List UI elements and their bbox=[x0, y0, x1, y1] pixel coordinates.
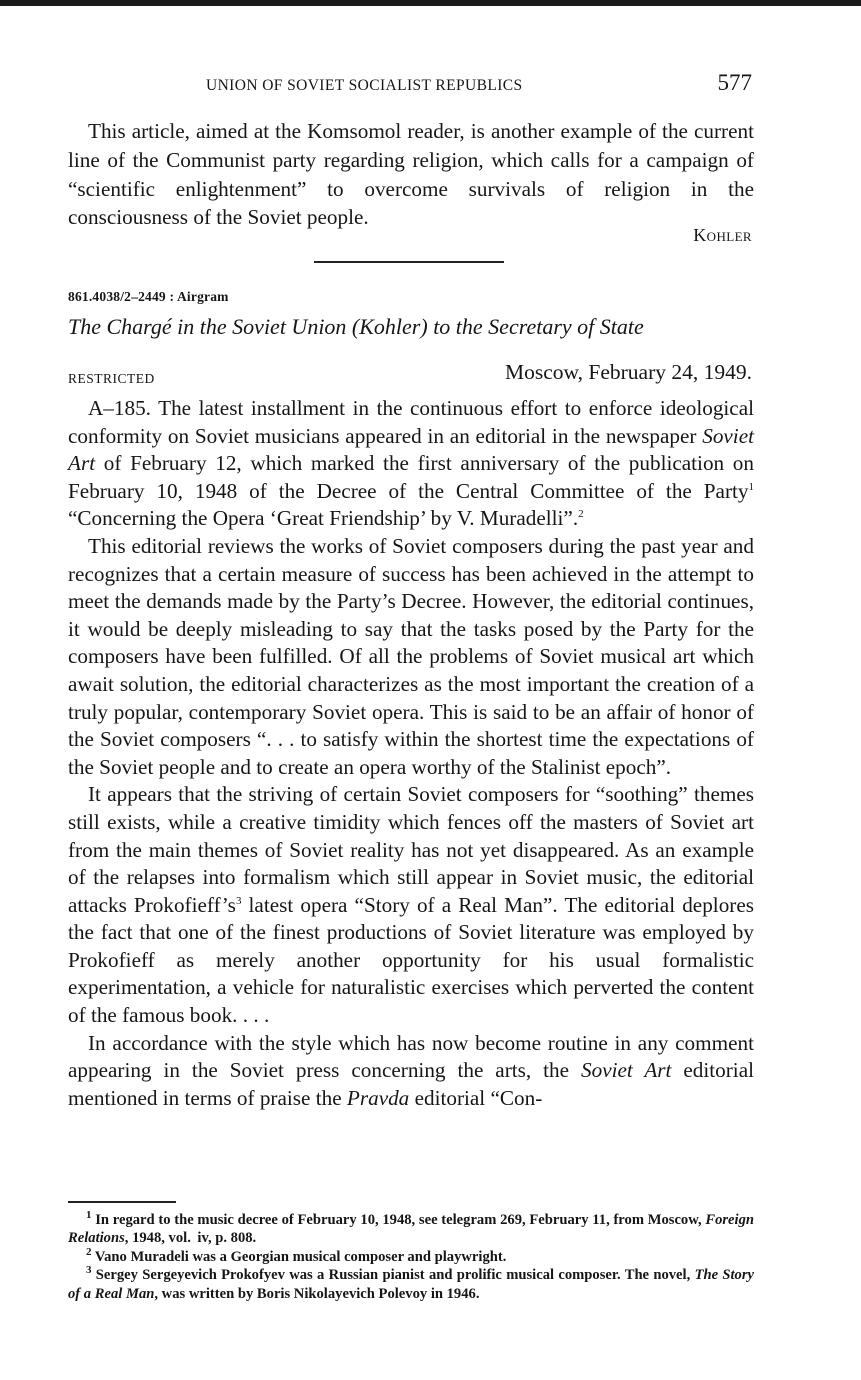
publication-title: Foreign Relations bbox=[68, 1212, 754, 1247]
publication-title: Soviet Art bbox=[581, 1058, 672, 1083]
body-paragraph-2: This editorial reviews the works of Soviet composers during the past year and recognizes that a certain measure of success has been achieved in the attempt to meet the demands made by the Party’s Decree. However, the editorial continues, it would be deeply misleading to say that the tasks posed by the Party for the composers have been fulfilled. Of all the problems of Soviet musical art which await solution, the editorial characterizes as the most important the creation of a truly popular, contemporary Soviet opera. This is said to be an affair of honor of the Soviet composers “. . . to satisfy within the shortest time the expectations of the Soviet people and to create an opera worthy of the Stalinist epoch”. bbox=[68, 533, 754, 779]
text-run: , 1948, vol. iv, p. 808. bbox=[124, 1230, 257, 1247]
publication-title: Pravda bbox=[346, 1085, 410, 1110]
text-run: Vano Muradeli was a Georgian musical composer and playwright. bbox=[91, 1248, 507, 1265]
page-number: 577 bbox=[717, 70, 752, 95]
footnote-1 bbox=[68, 1211, 754, 1248]
intro-paragraph-block bbox=[68, 117, 754, 232]
footnotes bbox=[68, 1211, 754, 1303]
text-run: “Concerning the Opera ‘Great Friendship’ by V. Muradelli”. bbox=[68, 506, 579, 531]
footnote-ref: 2 bbox=[578, 508, 584, 521]
footnote-ref: 1 bbox=[748, 480, 754, 493]
footnote-number: 3 bbox=[86, 1264, 92, 1277]
intro-paragraph: This article, aimed at the Komsomol reader, is another example of the current line of the Communist party regarding religion, which calls for a campaign of “scientific enlightenment” to overcome survivals of religion in the consciousness of the Soviet people. bbox=[68, 119, 754, 230]
document-body bbox=[68, 395, 754, 1112]
footnote-divider bbox=[68, 1201, 176, 1203]
text-run: editorial mentioned in terms of praise the bbox=[68, 1058, 754, 1110]
footnote-number: 1 bbox=[86, 1209, 92, 1222]
text-run: of February 12, which marked the first anniversary of the publication on February 10, 1948 of the Decree of the Central Committee of the Party bbox=[68, 451, 754, 503]
scan-top-border bbox=[0, 0, 861, 6]
document-id: 861.4038/2–2449 : Airgram bbox=[68, 289, 229, 304]
text-run: latest opera “Story of a Real Man”. The editorial deplores the fact that one of the finest productions of Soviet literature was employed by Prokofieff as merely another opportunity for his usual formalistic experimentation, a vehicle for naturalistic exercises which perverted the content of the famous book. . . . bbox=[68, 892, 754, 1028]
publication-title: The Story of a Real Man bbox=[68, 1267, 755, 1302]
signature: Kohler bbox=[693, 225, 752, 245]
document-title: The Chargé in the Soviet Union (Kohler) to the Secretary of State bbox=[68, 314, 644, 339]
dateline: Moscow, February 24, 1949. bbox=[504, 360, 752, 384]
text-run: In accordance with the style which has now become routine in any comment appearing in the Soviet press concerning the arts, the bbox=[68, 1030, 754, 1083]
classification-label: RESTRICTED bbox=[68, 371, 155, 386]
body-paragraph-3 bbox=[68, 781, 754, 1029]
footnote-2 bbox=[68, 1245, 754, 1266]
text-run: Sergey Sergeyevich Prokofyev was a Russian pianist and prolific musical composer. The novel, bbox=[91, 1267, 695, 1284]
publication-title: Soviet Art bbox=[68, 423, 754, 476]
text-run: It appears that the striving of certain Soviet composers for “soothing” themes still exists, while a creative timidity which fences off the masters of Soviet art from the main themes of Soviet reality has not yet disappeared. As an example of the relapses into formalism which still appear in Soviet music, the editorial attacks Prokofieff’s bbox=[68, 782, 754, 917]
page-header bbox=[68, 70, 754, 100]
footnote-ref: 3 bbox=[235, 894, 242, 907]
body-paragraph-4 bbox=[68, 1030, 754, 1113]
section-divider bbox=[314, 261, 504, 263]
running-head: UNION OF SOVIET SOCIALIST REPUBLICS bbox=[206, 77, 523, 94]
text-run: A–185. The latest installment in the continuous effort to enforce ideological conformity on Soviet musicians appeared in an editorial in the newspaper bbox=[68, 396, 754, 448]
text-run: In regard to the music decree of February 10, 1948, see telegram 269, February 11, from Moscow, bbox=[91, 1212, 706, 1228]
text-run: editorial “Con- bbox=[409, 1085, 543, 1110]
footnote-number: 2 bbox=[86, 1245, 92, 1258]
footnote-3 bbox=[68, 1266, 754, 1303]
body-paragraph-1 bbox=[68, 395, 754, 533]
text-run: , was written by Boris Nikolayevich Polevoy in 1946. bbox=[154, 1285, 480, 1302]
